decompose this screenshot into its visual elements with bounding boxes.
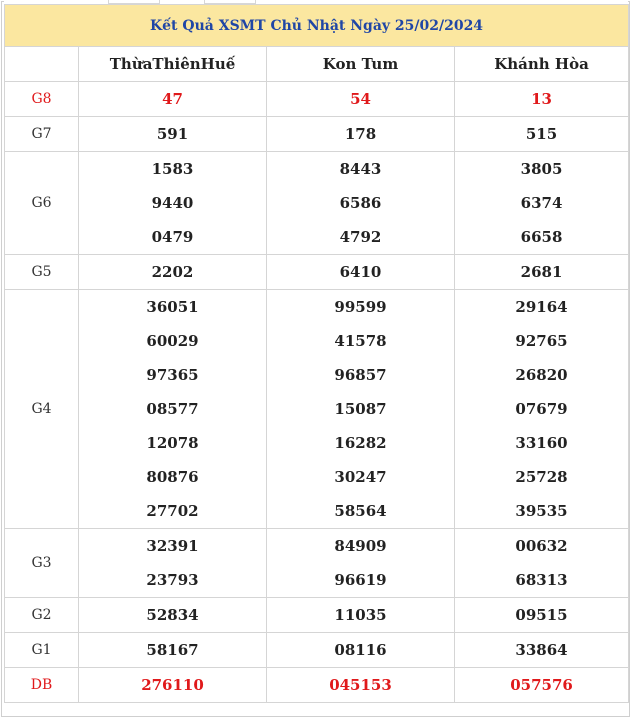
result-number: 6410 [267,255,455,290]
result-number: 057576 [455,668,629,703]
result-number: 39535 [455,494,629,529]
result-number: 52834 [79,598,267,633]
prize-label: G6 [5,152,79,255]
result-number: 30247 [267,460,455,494]
prize-row [5,324,629,358]
prize-label: G5 [5,255,79,290]
prize-row [5,117,629,152]
prize-label: G4 [5,290,79,529]
prize-row [5,186,629,220]
result-number: 591 [79,117,267,152]
result-number: 96619 [267,563,455,598]
prize-label: G3 [5,529,79,598]
prize-column-header [5,47,79,82]
result-number: 0479 [79,220,267,255]
prize-row [5,494,629,529]
prize-row [5,255,629,290]
result-number: 58167 [79,633,267,668]
prize-row [5,152,629,187]
prize-label: G1 [5,633,79,668]
result-number: 92765 [455,324,629,358]
result-number: 32391 [79,529,267,564]
prize-label: G7 [5,117,79,152]
result-number: 1583 [79,152,267,187]
prize-row [5,668,629,703]
result-number: 6658 [455,220,629,255]
result-number: 27702 [79,494,267,529]
result-number: 07679 [455,392,629,426]
result-number: 80876 [79,460,267,494]
result-number: 515 [455,117,629,152]
result-number: 23793 [79,563,267,598]
prize-row [5,563,629,598]
result-number: 08116 [267,633,455,668]
prize-label: G8 [5,82,79,117]
result-number: 96857 [267,358,455,392]
prize-row [5,598,629,633]
prize-row [5,426,629,460]
result-number: 12078 [79,426,267,460]
result-number: 26820 [455,358,629,392]
result-number: 15087 [267,392,455,426]
result-number: 36051 [79,290,267,325]
result-number: 54 [267,82,455,117]
result-number: 11035 [267,598,455,633]
result-number: 60029 [79,324,267,358]
prize-row [5,290,629,325]
result-number: 29164 [455,290,629,325]
results-body [5,82,629,703]
result-number: 9440 [79,186,267,220]
result-number: 08577 [79,392,267,426]
result-number: 25728 [455,460,629,494]
result-number: 13 [455,82,629,117]
province-header: Kon Tum [267,47,455,82]
result-number: 178 [267,117,455,152]
prize-row [5,460,629,494]
result-number: 045153 [267,668,455,703]
result-number: 8443 [267,152,455,187]
result-number: 00632 [455,529,629,564]
result-number: 09515 [455,598,629,633]
result-number: 41578 [267,324,455,358]
prize-row [5,220,629,255]
prize-row [5,358,629,392]
result-number: 6586 [267,186,455,220]
result-number: 99599 [267,290,455,325]
result-number: 2681 [455,255,629,290]
prize-label: G2 [5,598,79,633]
result-number: 6374 [455,186,629,220]
results-title: Kết Quả XSMT Chủ Nhật Ngày 25/02/2024 [5,5,629,47]
result-number: 97365 [79,358,267,392]
result-number: 3805 [455,152,629,187]
result-number: 33160 [455,426,629,460]
prize-row [5,392,629,426]
province-header: ThừaThiênHuế [79,47,267,82]
province-header: Khánh Hòa [455,47,629,82]
result-number: 58564 [267,494,455,529]
result-number: 33864 [455,633,629,668]
prize-label: DB [5,668,79,703]
prize-row [5,633,629,668]
result-number: 2202 [79,255,267,290]
result-number: 47 [79,82,267,117]
result-number: 68313 [455,563,629,598]
prize-row [5,82,629,117]
result-number: 4792 [267,220,455,255]
result-number: 276110 [79,668,267,703]
result-number: 16282 [267,426,455,460]
lottery-results-table [4,4,629,703]
prize-row [5,529,629,564]
result-number: 84909 [267,529,455,564]
